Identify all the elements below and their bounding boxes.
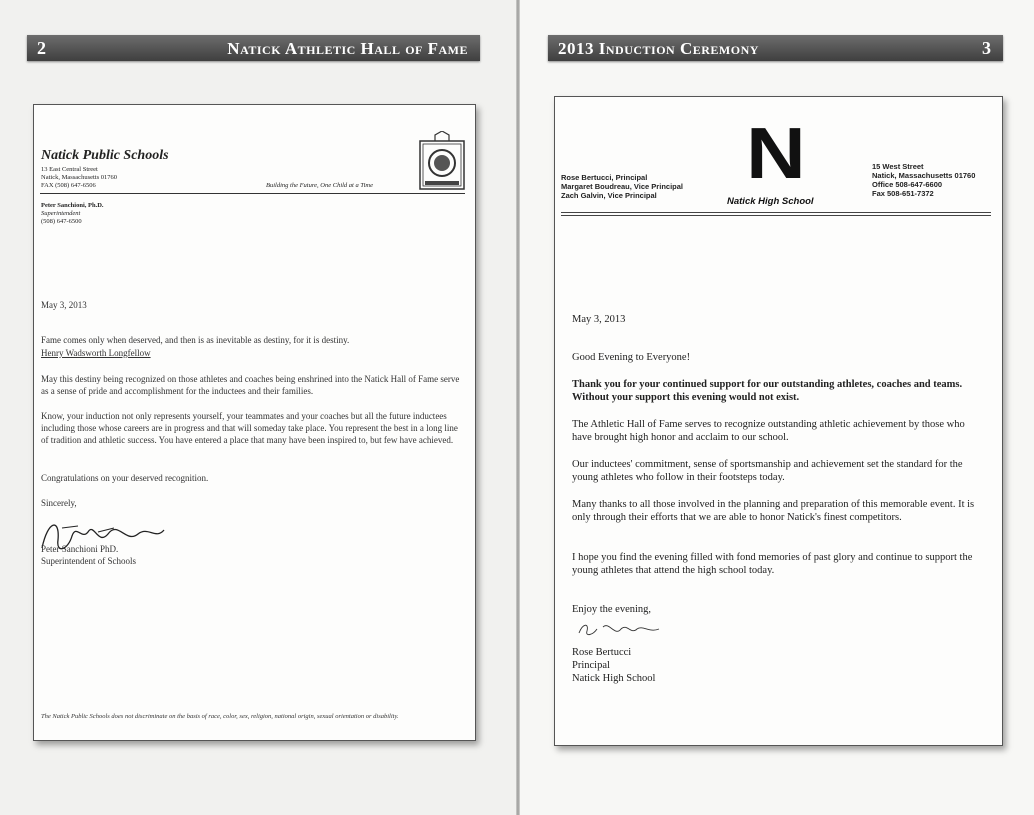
page-number-right: 3 (982, 38, 991, 58)
phone-line: Office 508-647-6600 (872, 180, 943, 189)
letterhead-rule (40, 193, 465, 194)
fax-line: FAX (508) 647-6506 (41, 182, 96, 189)
paragraph: I hope you find the evening filled with fond memories of past glory and continue to support the young athletes that attend the high school today. (572, 552, 973, 576)
staff-list (561, 173, 683, 200)
org-name: Natick Public Schools (41, 148, 169, 163)
paragraph: Many thanks to all those involved in the planning and preparation of this memorable event. It is only through their efforts that we are able to honor Natick's finest competitors. (572, 499, 975, 523)
paragraph: The Athletic Hall of Fame serves to recognize outstanding athletic achievement by those who have brought high honor and acclaim to our school. (572, 419, 965, 443)
staff-line: Zach Galvin, Vice Principal (561, 191, 657, 200)
letterhead-rule (561, 215, 991, 216)
page-number-left: 2 (37, 38, 46, 58)
signature-name: Rose Bertucci (572, 647, 632, 658)
staff-line: Margaret Boudreau, Vice Principal (561, 182, 683, 191)
paragraph: Our inductees' commitment, sense of sportsmanship and achievement set the standard for the young athletes who follow in their footsteps today. (572, 459, 963, 483)
page-header-bar-left (27, 35, 480, 61)
signature-icon (575, 619, 665, 641)
letterhead-rule (561, 212, 991, 213)
school-address (872, 162, 975, 198)
paragraph: Know, your induction not only represents yourself, your teammates and your coaches but all the future inductees including those whose careers are in progress and that will someday take place. You represent the best in a long line of tradition and athletic success. You have entered a place that many have been inspired to, but few have achieved. (41, 411, 458, 445)
header-title-right: 2013 Induction Ceremony (558, 39, 759, 58)
header-title-left: Natick Athletic Hall of Fame (227, 39, 468, 58)
address-line: Natick, Massachusetts 01760 (41, 174, 118, 181)
quote: Fame comes only when deserved, and then is as inevitable as destiny, for it is destiny. (41, 335, 350, 345)
signature-org: Natick High School (572, 673, 656, 684)
greeting: Good Evening to Everyone! (572, 352, 691, 363)
tagline: Building the Future, One Child at a Time (266, 182, 374, 189)
quote-author: Henry Wadsworth Longfellow (41, 348, 151, 358)
superintendent-letter (33, 104, 476, 741)
fax-line: Fax 508-651-7372 (872, 189, 934, 198)
school-seal-icon (419, 131, 465, 191)
footer-note: The Natick Public Schools does not discriminate on the basis of race, color, sex, religion, national origin, sexual orientation or disability. (41, 713, 399, 720)
paragraph: Thank you for your continued support for our outstanding athletes, coaches and teams. Without your support this evening would not exist. (572, 379, 963, 403)
paragraph: Congratulations on your deserved recognition. (41, 473, 209, 483)
sender-name: Peter Sanchioni, Ph.D. (41, 202, 104, 209)
signature-name: Peter Sanchioni PhD. (41, 544, 119, 554)
closing: Sincerely, (41, 498, 77, 508)
address-line: 13 East Central Street (41, 166, 98, 173)
closing: Enjoy the evening, (572, 604, 652, 615)
staff-line: Rose Bertucci, Principal (561, 173, 648, 182)
page-header-bar-right (548, 35, 1003, 61)
address-line: 15 West Street (872, 162, 924, 171)
letter-date: May 3, 2013 (41, 300, 87, 310)
letter-date: May 3, 2013 (572, 314, 626, 325)
principal-letter (554, 96, 1003, 746)
signature-title: Superintendent of Schools (41, 556, 136, 566)
paragraph: May this destiny being recognized on those athletes and coaches being enshrined into the Natick Hall of Fame serve as a sense of pride and accomplishment for the inductees and their families. (41, 374, 460, 396)
address-line: Natick, Massachusetts 01760 (872, 171, 976, 180)
sender-phone: (508) 647-6500 (41, 218, 82, 225)
signature-title: Principal (572, 660, 610, 671)
sender-title: Superintendent (41, 210, 81, 217)
school-logo-letter: N (746, 114, 806, 194)
school-name: Natick High School (727, 196, 814, 207)
